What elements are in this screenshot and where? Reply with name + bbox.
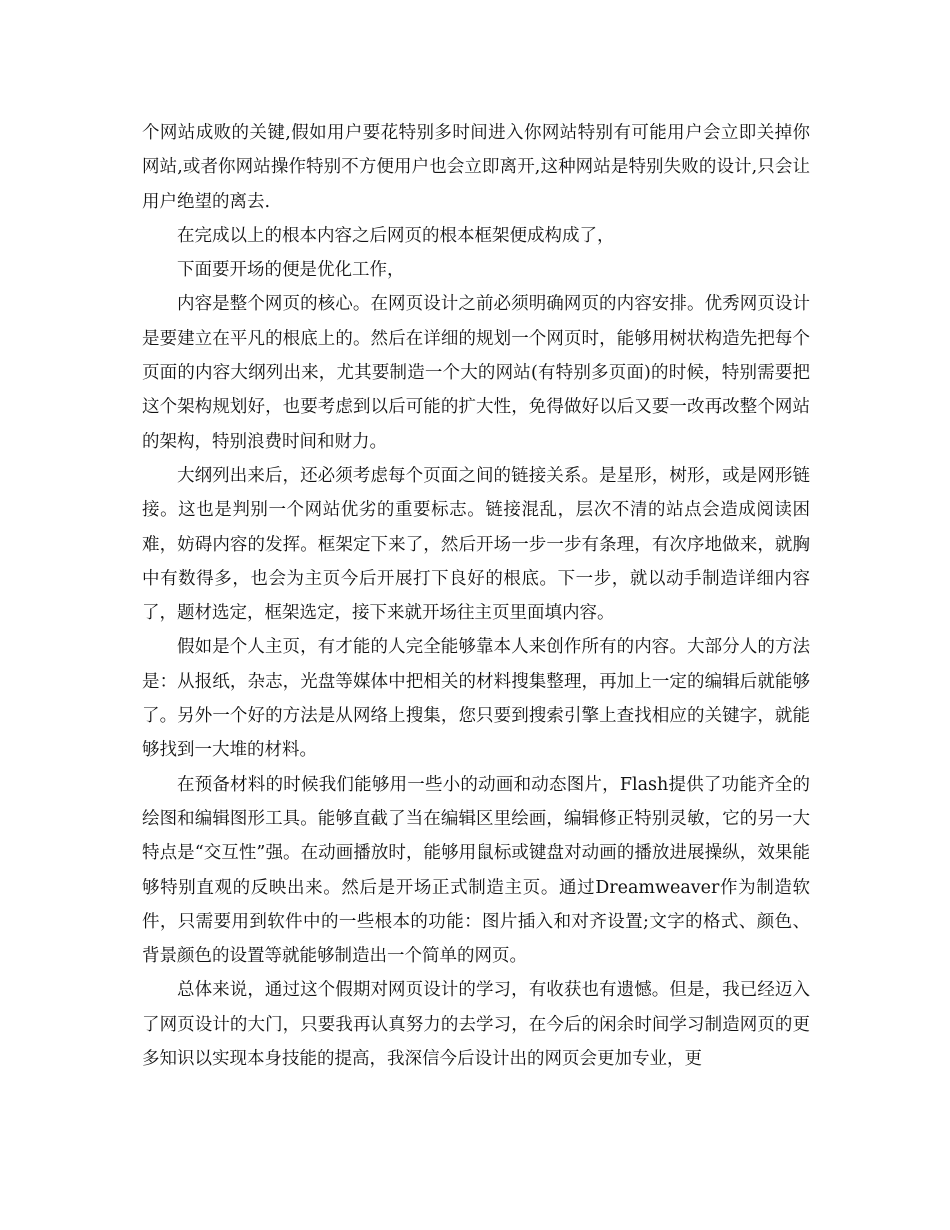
paragraph-7: 在预备材料的时候我们能够用一些小的动画和动态图片，Flash提供了功能齐全的绘图和编辑图形工具。能够直截了当在编辑区里绘画，编辑修正特别灵敏，它的另一大特点是“交互性”强。在动画播放时，能够用鼠标或键盘对动画的播放进展操纵，效果能够特别直观的反映出来。然后是开场正式制造主页。通过Dreamweaver作为制造软件，只需要用到软件中的一些根本的功能：图片插入和对齐设置;文字的格式、颜色、背景颜色的设置等就能够制造出一个简单的网页。 — [142, 774, 810, 967]
paragraph-2: 在完成以上的根本内容之后网页的根本框架便成构成了， — [177, 225, 615, 246]
paragraph-4: 内容是整个网页的核心。在网页设计之前必须明确网页的内容安排。优秀网页设计是要建立在平凡的根底上的。然后在详细的规划一个网页时，能够用树状构造先把每个页面的内容大纲列出来，尤其要制造一个大的网站(有特别多页面)的时候，特别需要把这个架构规划好，也要考虑到以后可能的扩大性，免得做好以后又要一改再改整个网站的架构，特别浪费时间和财力。 — [142, 294, 810, 452]
paragraph-6: 假如是个人主页，有才能的人完全能够靠本人来创作所有的内容。大部分人的方法是：从报纸，杂志，光盘等媒体中把相关的材料搜集整理，再加上一定的编辑后就能够了。另外一个好的方法是从网络上搜集，您只要到搜索引擎上查找相应的关键字，就能够找到一大堆的材料。 — [142, 637, 810, 761]
paragraph-3: 下面要开场的便是优化工作， — [177, 260, 405, 281]
paragraph-1: 个网站成败的关键,假如用户要花特别多时间进入你网站特别有可能用户会立即关掉你网站,或者你网站操作特别不方便用户也会立即离开,这种网站是特别失败的设计,只会让用户绝望的离去. — [142, 123, 810, 212]
document-body — [142, 116, 810, 1076]
paragraph-8: 总体来说，通过这个假期对网页设计的学习，有收获也有遗憾。但是，我已经迈入了网页设计的大门，只要我再认真努力的去学习，在今后的闲余时间学习制造网页的更多知识以实现本身技能的提高，我深信今后设计出的网页会更加专业，更 — [142, 980, 810, 1070]
paragraph-5: 大纲列出来后，还必须考虑每个页面之间的链接关系。是星形，树形，或是网形链接。这也是判别一个网站优劣的重要标志。链接混乱，层次不清的站点会造成阅读困难，妨碍内容的发挥。框架定下来了，然后开场一步一步有条理，有次序地做来，就胸中有数得多，也会为主页今后开展打下良好的根底。下一步，就以动手制造详细内容了，题材选定，框架选定，接下来就开场往主页里面填内容。 — [142, 465, 810, 624]
